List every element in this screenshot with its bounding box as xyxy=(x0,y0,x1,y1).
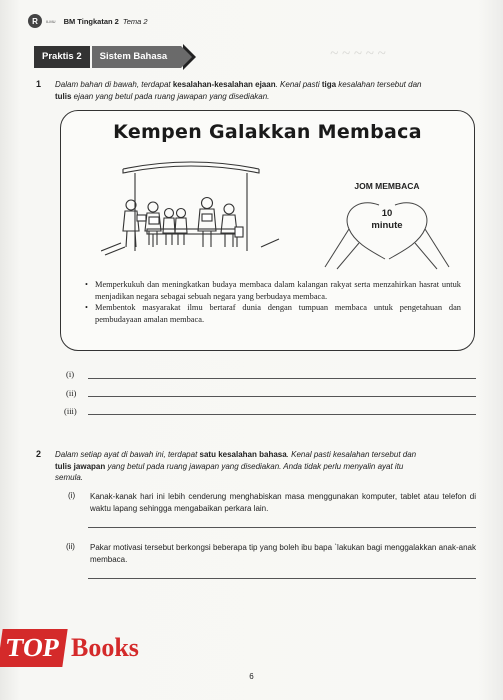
book-title: BM Tingkatan 2 xyxy=(63,16,119,26)
poster-bullet xyxy=(83,302,461,325)
q1-text-part: ejaan yang betul pada ruang jawapan yang disediakan. xyxy=(71,91,270,101)
praktis-label: Praktis 2 xyxy=(34,46,90,68)
sub-question-text: Pakar motivasi tersebut berkongsi beberapa tip yang boleh ibu bapa ˋlakukan bagi menggalakkan anak-anak membaca. xyxy=(90,543,476,564)
heart-hands-icon xyxy=(319,189,455,273)
q1-bold-part: tiga xyxy=(321,80,337,89)
jom-title: JOM MEMBACA xyxy=(354,181,420,191)
q1-text-part: . Kenal pasti xyxy=(275,80,322,89)
family-reading-illustration xyxy=(101,147,281,267)
poster-title: Kempen Galakkan Membaca xyxy=(113,121,422,143)
page-number: 6 xyxy=(249,672,254,681)
page-header xyxy=(28,14,148,28)
poster-bullet-text: Memperkukuh dan meningkatkan budaya membaca dalam kalangan rakyat serta menzahirkan hasrat untuk menjadikan negara sebagai sebuah negara yang berbudaya membaca. xyxy=(95,280,461,301)
q1-bold-part: tulis xyxy=(55,91,72,101)
bleed-through-text: ~ ~ ~ ~ ~ xyxy=(330,46,386,62)
q2-text-part: Dalam setiap ayat di bawah ini, terdapat xyxy=(55,450,200,459)
poster-bullet xyxy=(83,279,461,302)
sub-question-label: (ii) xyxy=(66,542,75,551)
question-2-number: 2 xyxy=(36,449,42,459)
topic-label: Sistem Bahasa xyxy=(92,46,182,68)
q2-bold-part: satu kesalahan bahasa xyxy=(199,450,287,459)
section-banner xyxy=(34,45,181,69)
bullet-icon: • xyxy=(85,303,88,313)
watermark-books: Books xyxy=(70,633,139,662)
answer-line[interactable] xyxy=(88,578,476,579)
watermark-top: TOP xyxy=(0,629,68,667)
theme-label: Tema 2 xyxy=(122,16,148,26)
q2-bold-part: tulis jawapan xyxy=(55,461,106,471)
poster-bullet-text: Membentok masyarakat ilmu bertaraf dunia dengan tumpuan membaca untuk pengetahuan dan pembudayaan amalan membaca. xyxy=(95,303,461,324)
bullet-icon: • xyxy=(85,280,88,289)
publisher-brand: ILMU xyxy=(46,18,56,24)
publisher-logo: R xyxy=(28,14,42,28)
answer-line[interactable] xyxy=(88,527,476,528)
question-2-instruction xyxy=(55,449,477,484)
jom-membaca-graphic xyxy=(319,181,455,273)
answer-label: (iii) xyxy=(64,406,77,416)
answer-label: (ii) xyxy=(66,388,77,398)
answer-line[interactable] xyxy=(88,396,476,397)
q2-text-part: semula. xyxy=(55,473,84,482)
answer-line[interactable] xyxy=(88,378,476,379)
q2-text-part: . Kenal pasti kesalahan tersebut dan xyxy=(286,450,417,459)
sub-question-label: (i) xyxy=(68,491,76,500)
q1-bold-part: kesalahan-kesalahan ejaan xyxy=(172,80,276,89)
q2-text-part: yang betul pada ruang jawapan yang disediakan. Anda tidak perlu menyalin ayat itu xyxy=(105,461,404,471)
q1-text-part: kesalahan tersebut dan xyxy=(336,80,422,89)
question-1-instruction xyxy=(55,79,475,102)
sub-question-text: Kanak-kanak hari ini lebih cenderung menghabiskan masa menggunakan komputer, tablet atau telefon di waktu lapang sehingga mengabaikan perkara lain. xyxy=(90,492,476,513)
poster-bullets xyxy=(83,279,461,325)
campaign-poster xyxy=(60,110,475,351)
answer-line[interactable] xyxy=(88,414,476,415)
topbooks-watermark xyxy=(0,627,139,669)
question-1-number: 1 xyxy=(36,79,42,89)
answer-label: (i) xyxy=(66,369,75,379)
jom-number: 10 xyxy=(381,208,393,219)
jom-unit: minute xyxy=(371,220,403,231)
q1-text-part: Dalam bahan di bawah, terdapat xyxy=(55,80,173,89)
